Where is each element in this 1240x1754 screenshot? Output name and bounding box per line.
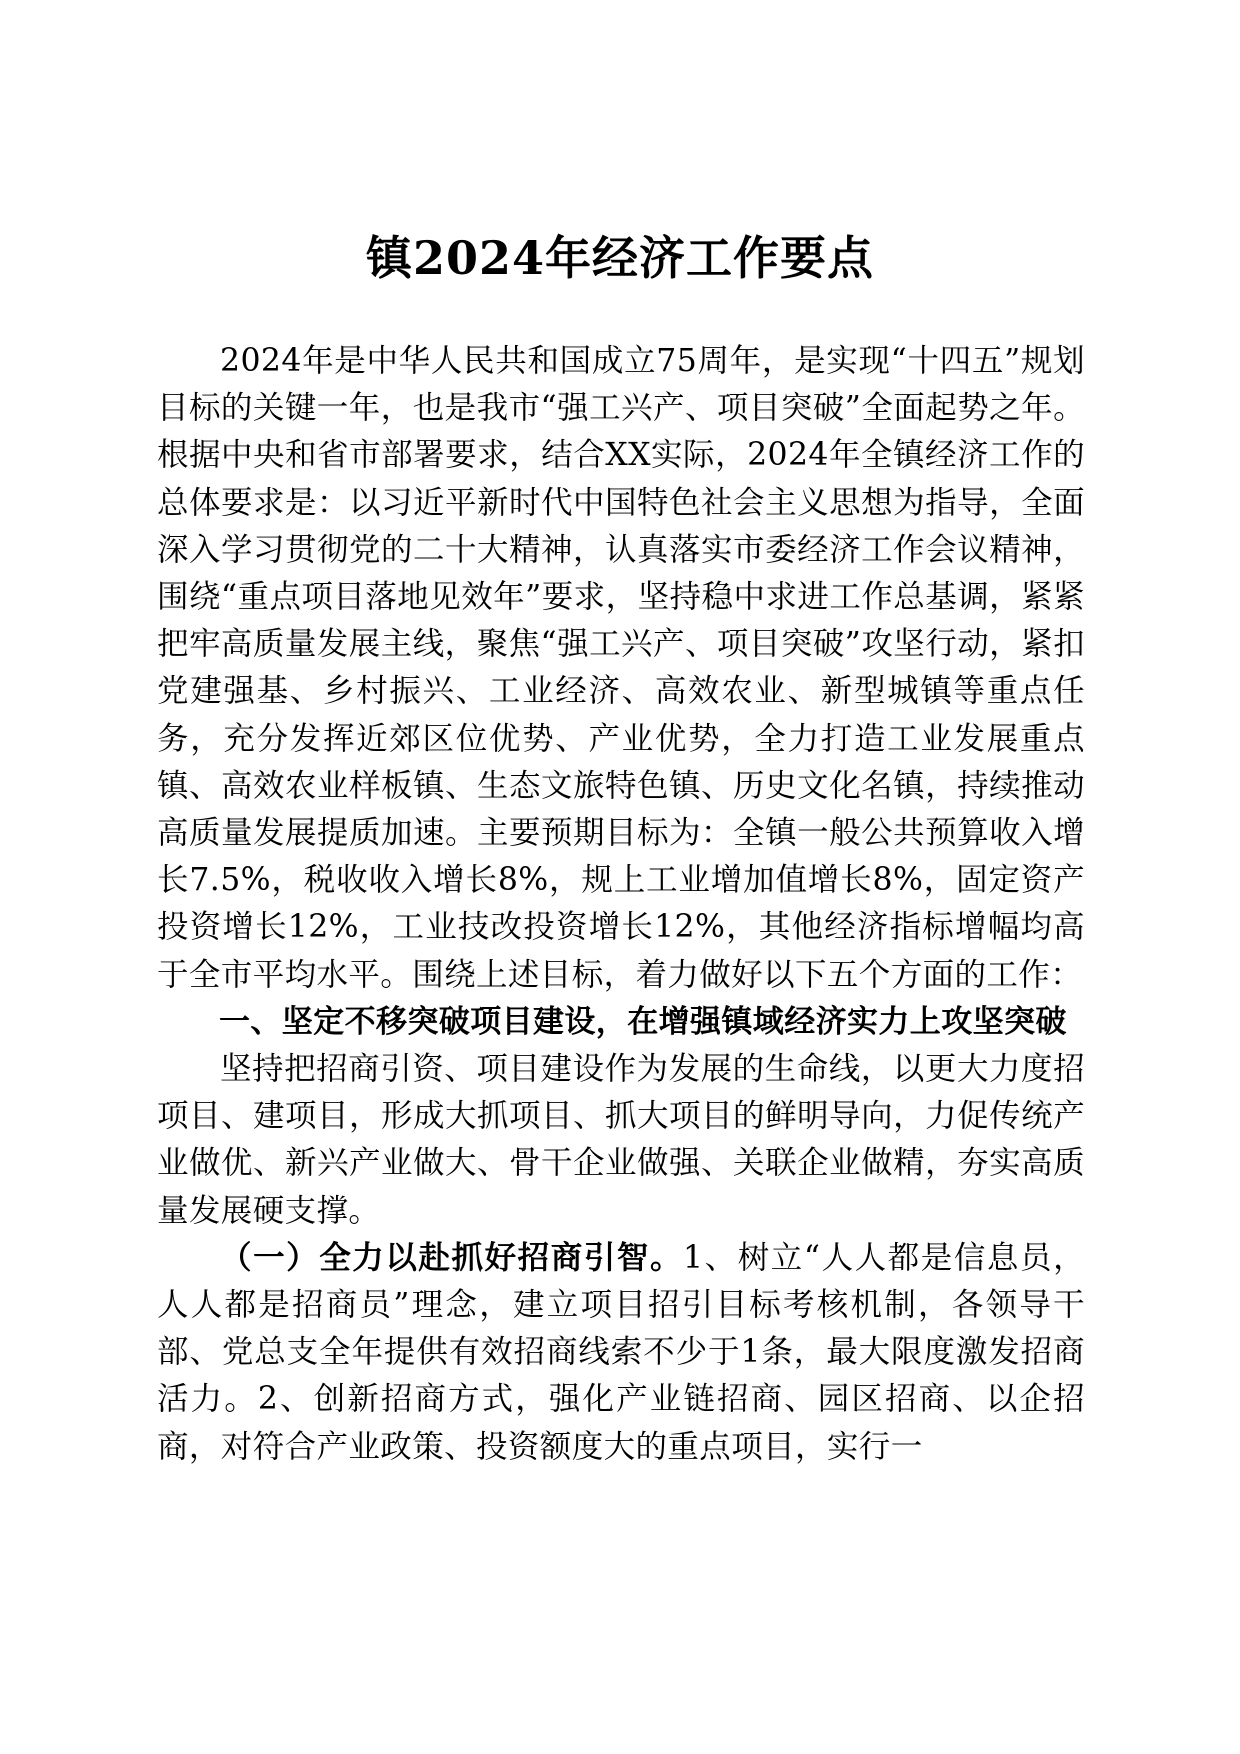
subsection-1-body: 1、树立“人人都是信息员，人人都是招商员”理念，建立项目招引目标考核机制，各领导干部、党总支全年提供有效招商线索不少于1条，最大限度激发招商活力。2、创新招商方式，强化产业链招商、园区招商、以企招商，对符合产业政策、投资额度大的重点项目，实行一	[157, 1239, 1085, 1465]
document-body	[157, 338, 1085, 1471]
subsection-1-lead: （一）全力以赴抓好招商引智。	[220, 1239, 684, 1276]
section-1-paragraph: 坚持把招商引资、项目建设作为发展的生命线，以更大力度招项目、建项目，形成大抓项目、抓大项目的鲜明导向，力促传统产业做优、新兴产业做大、骨干企业做强、关联企业做精，夯实高质量发展硬支撑。	[157, 1051, 1085, 1229]
section-1-heading: 一、坚定不移突破项目建设，在增强镇域经济实力上攻坚突破	[219, 1003, 1067, 1040]
subsection-1-paragraph	[157, 1235, 1085, 1471]
document-title: 镇2024年经济工作要点	[365, 231, 875, 285]
intro-paragraph: 2024年是中华人民共和国成立75周年，是实现“十四五”规划目标的关键一年，也是我市“强工兴产、项目突破”全面起势之年。根据中央和省市部署要求，结合XX实际，2024年全镇经济工作的总体要求是：以习近平新时代中国特色社会主义思想为指导，全面深入学习贯彻党的二十大精神，认真落实市委经济工作会议精神，围绕“重点项目落地见效年”要求，坚持稳中求进工作总基调，紧紧把牢高质量发展主线，聚焦“强工兴产、项目突破”攻坚行动，紧扣党建强基、乡村振兴、工业经济、高效农业、新型城镇等重点任务，充分发挥近郊区位优势、产业优势，全力打造工业发展重点镇、高效农业样板镇、生态文旅特色镇、历史文化名镇，持续推动高质量发展提质加速。主要预期目标为：全镇一般公共预算收入增长7.5%，税收收入增长8%，规上工业增加值增长8%，固定资产投资增长12%，工业技改投资增长12%，其他经济指标增幅均高于全市平均水平。围绕上述目标，着力做好以下五个方面的工作：	[157, 343, 1085, 993]
